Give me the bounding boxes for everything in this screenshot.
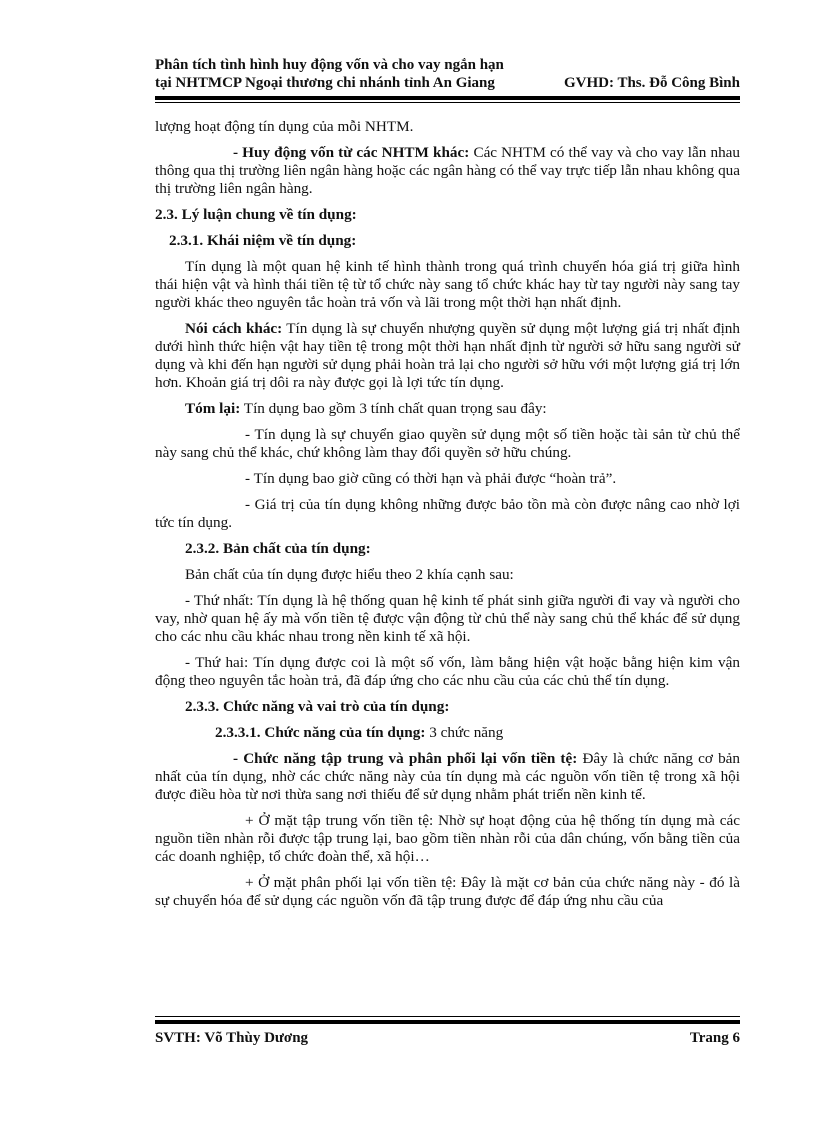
paragraph-lead: - Chức năng tập trung và phân phối lại vốn tiền tệ: [233,750,578,767]
footer-student: SVTH: Võ Thùy Dương [155,1030,309,1046]
paragraph: lượng hoạt động tín dụng của mỗi NHTM. [155,118,414,135]
section-heading-2-3-2: 2.3.2. Bản chất của tín dụng: [185,540,371,557]
paragraph: Nói cách khác: Tín dụng là sự chuyển nhượng quyền sử dụng một lượng giá trị nhất định dưới hình thức hiện vật hay tiền tệ trong một thời hạn nhất định từ người sở hữu sang người sử dụng và khi đến hạn người sử dụng phải hoàn trả lại cho người sở hữu với một lượng giá trị lớn hơn. Khoản giá trị dôi ra này được gọi là lợi tức tín dụng. [155,320,740,391]
paragraph: - Chức năng tập trung và phân phối lại vốn tiền tệ: Đây là chức năng cơ bản nhất của tín dụng, nhờ các chức năng này của tín dụng mà các nguồn vốn tiền tệ trong xã hội được điều hòa từ nơi thừa sang nơi thiếu để sử dụng nhằm phát triển nền kinh tế. [155,750,741,803]
page-footer [155,1030,740,1047]
header-rule [155,96,740,100]
list-item: - Tín dụng bao giờ cũng có thời hạn và phải được “hoàn trả”. [245,470,617,487]
section-heading-2-3-1: 2.3.1. Khái niệm về tín dụng: [169,232,357,249]
paragraph: + Ở mặt phân phối lại vốn tiền tệ: Đây là mặt cơ bản của chức năng này - đó là sự chuyển hóa để sử dụng các nguồn vốn đã tập trung được để đáp ứng nhu cầu của [155,874,740,909]
page-number: Trang 6 [689,1030,740,1046]
paragraph: - Thứ hai: Tín dụng được coi là một số vốn, làm bằng hiện vật hoặc bằng hiện kim vận động theo nguyên tắc hoàn trả, đã đáp ứng cho các nhu cầu của các chủ thể tín dụng. [155,654,740,689]
subsection-heading-2-3-3-1: 2.3.3.1. Chức năng của tín dụng: 3 chức năng [215,724,504,741]
paragraph: Bản chất của tín dụng được hiểu theo 2 khía cạnh sau: [185,566,514,583]
paragraph-lead: 2.3.3.1. Chức năng của tín dụng: [215,724,426,741]
header-title-line1: Phân tích tình hình huy động vốn và cho vay ngắn hạn [155,57,504,73]
paragraph: Tín dụng là một quan hệ kinh tế hình thành trong quá trình chuyển hóa giá trị giữa hình thái hiện vật và hình thái tiền tệ từ tổ chức này sang tổ chức khác hay từ tay người này sang tay người khác theo nguyên tắc hoàn trả vốn và lãi trong một thời hạn nhất định. [155,258,740,311]
paragraph: - Thứ nhất: Tín dụng là hệ thống quan hệ kinh tế phát sinh giữa người đi vay và người cho vay, nhờ quan hệ ấy mà vốn tiền tệ được vận động từ chủ thể này sang chủ thể khác để sử dụng cho các nhu cầu khác nhau trong nền kinh tế xã hội. [155,592,740,645]
paragraph: - Huy động vốn từ các NHTM khác: Các NHTM có thể vay và cho vay lẫn nhau thông qua thị trường liên ngân hàng hoặc các ngân hàng có thể vay trực tiếp lẫn nhau không qua thị trường liên ngân hàng. [155,144,741,197]
list-item: - Giá trị của tín dụng không những được bảo tồn mà còn được nâng cao nhờ lợi tức tín dụng. [155,496,740,531]
page-header [155,56,740,92]
header-rule-thin [155,102,740,103]
header-title-line2: tại NHTMCP Ngoại thương chi nhánh tỉnh An Giang [155,75,495,91]
paragraph: + Ở mặt tập trung vốn tiền tệ: Nhờ sự hoạt động của hệ thống tín dụng mà các nguồn tiền nhàn rỗi được tập trung lại, bao gồm tiền nhàn rỗi của dân chúng, vốn bằng tiền của các doanh nghiệp, tổ chức đoàn thể, xã hội… [155,812,740,865]
paragraph: Tóm lại: Tín dụng bao gồm 3 tính chất quan trọng sau đây: [185,400,547,417]
paragraph-lead: - Huy động vốn từ các NHTM khác: [233,144,470,161]
section-heading-2-3: 2.3. Lý luận chung về tín dụng: [155,206,357,223]
page-body [155,118,740,918]
paragraph-lead: Tóm lại: [185,400,241,417]
footer-rule [155,1020,740,1024]
list-item: - Tín dụng là sự chuyển giao quyền sử dụng một số tiền hoặc tài sản từ chủ thể này sang chủ thể khác, chứ không làm thay đổi quyền sở hữu chúng. [155,426,740,461]
header-advisor: GVHD: Ths. Đỗ Công Bình [563,75,740,91]
footer-rule-thin [155,1016,740,1017]
section-heading-2-3-3: 2.3.3. Chức năng và vai trò của tín dụng: [185,698,450,715]
paragraph-lead: Nói cách khác: [185,320,283,337]
